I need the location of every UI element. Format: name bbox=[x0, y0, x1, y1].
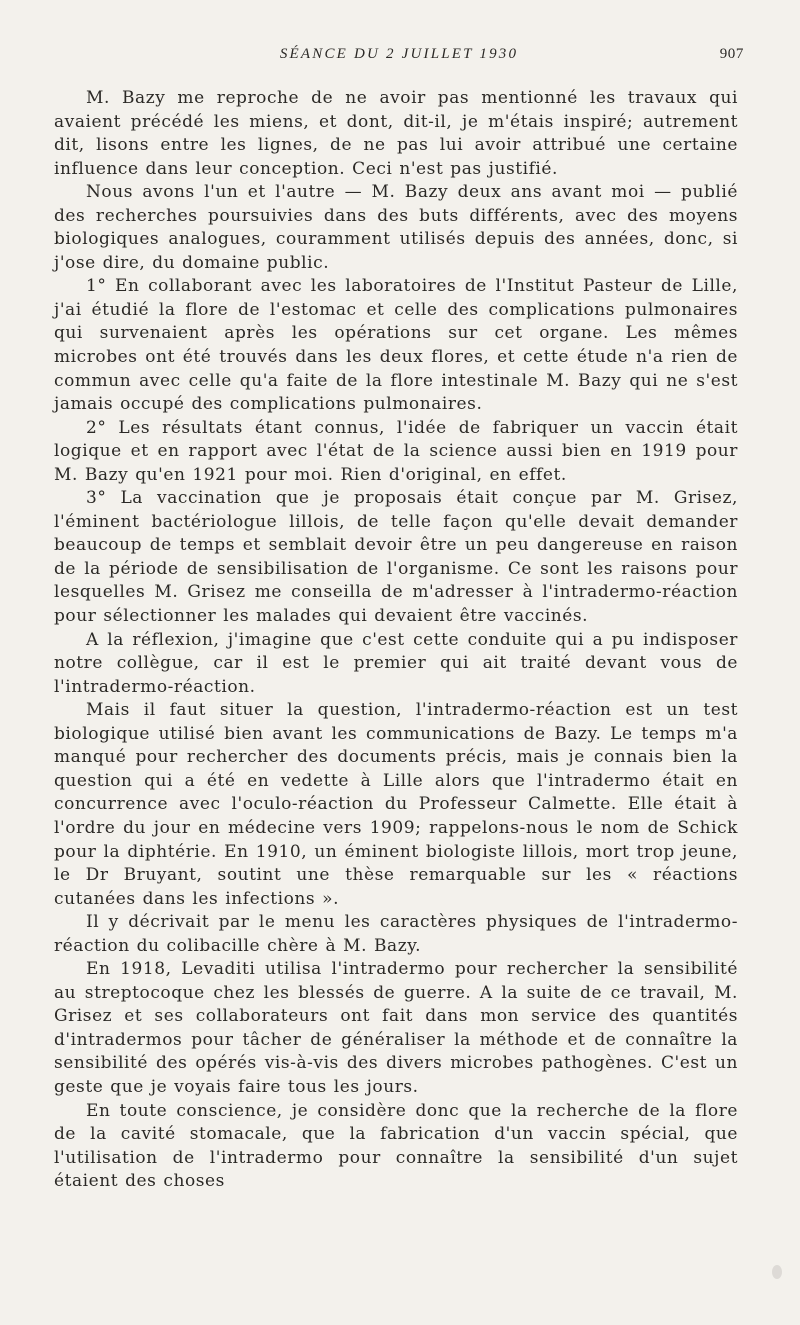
paragraph-10: En toute conscience, je considère donc que la recherche de la flore de la cavité stomacale, que la fabrication d'un vaccin spécial, que l'utilisation de l'intradermo pour connaître la sensibilité d'un sujet étaient des choses bbox=[54, 1100, 738, 1192]
page-title: SÉANCE DU 2 JUILLET 1930 bbox=[279, 46, 519, 62]
paragraph-8: Il y décrivait par le menu les caractères physiques de l'intradermo-réaction du colibacille chère à M. Bazy. bbox=[54, 912, 738, 956]
paragraph-6: A la réflexion, j'imagine que c'est cette conduite qui a pu indisposer notre collègue, car il est le premier qui ait traité devant vous de l'intradermo-réaction. bbox=[54, 629, 738, 697]
paragraph-9: En 1918, Levaditi utilisa l'intradermo pour rechercher la sensibilité au streptocoque chez les blessés de guerre. A la suite de ce travail, M. Grisez et ses collaborateurs ont fait dans mon service des quantités d'intradermos pour tâcher de généraliser la méthode et de connaître la sensibilité des opérés vis-à-vis des divers microbes pathogènes. C'est un geste que je voyais faire tous les jours. bbox=[54, 959, 738, 1097]
scan-smudge bbox=[772, 1265, 782, 1279]
document-body bbox=[54, 87, 738, 1194]
paragraph-1: M. Bazy me reproche de ne avoir pas mentionné les travaux qui avaient précédé les miens, et dont, dit-il, je m'étais inspiré; autrement dit, lisons entre les lignes, de ne pas lui avoir attribué une certaine influence dans leur conception. Ceci n'est pas justifié. bbox=[54, 88, 738, 179]
paragraph-2: Nous avons l'un et l'autre — M. Bazy deux ans avant moi — publié des recherches poursuivies dans des buts différents, avec des moyens biologiques analogues, couramment utilisés depuis des années, donc, si j'ose dire, du domaine public. bbox=[54, 182, 738, 273]
page-number: 907 bbox=[719, 46, 744, 62]
paragraph-5: 3° La vaccination que je proposais était conçue par M. Grisez, l'éminent bactériologue lillois, de telle façon qu'elle devait demander beaucoup de temps et semblait devoir être un peu dangereuse en raison de la période de sensibilisation de l'organisme. Ce sont les raisons pour lesquelles M. Grisez me conseilla de m'adresser à l'intradermo-réaction pour sélectionner les malades qui devaient être vaccinés. bbox=[54, 488, 738, 627]
paragraph-7: Mais il faut situer la question, l'intradermo-réaction est un test biologique utilisé bien avant les communications de Bazy. Le temps m'a manqué pour rechercher des documents précis, mais je connais bien la question qui a été en vedette à Lille alors que l'intradermo était en concurrence avec l'oculo-réaction du Professeur Calmette. Elle était à l'ordre du jour en médecine vers 1909; rappelons-nous le nom de Schick pour la diphtérie. En 1910, un éminent biologiste lillois, mort trop jeune, le Dr Bruyant, soutint une thèse remarquable sur les « réactions cutanées dans les infections ». bbox=[54, 700, 738, 909]
paragraph-3: 1° En collaborant avec les laboratoires de l'Institut Pasteur de Lille, j'ai étudié la flore de l'estomac et celle des complications pulmonaires qui survenaient après les opérations sur cet organe. Les mêmes microbes ont été trouvés dans les deux flores, et cette étude n'a rien de commun avec celle qu'a faite de la flore intestinale M. Bazy qui ne s'est jamais occupé des complications pulmonaires. bbox=[54, 276, 738, 415]
paragraph-4: 2° Les résultats étant connus, l'idée de fabriquer un vaccin était logique et en rapport avec l'état de la science aussi bien en 1919 pour M. Bazy qu'en 1921 pour moi. Rien d'original, en effet. bbox=[54, 417, 738, 485]
running-head bbox=[54, 46, 744, 70]
